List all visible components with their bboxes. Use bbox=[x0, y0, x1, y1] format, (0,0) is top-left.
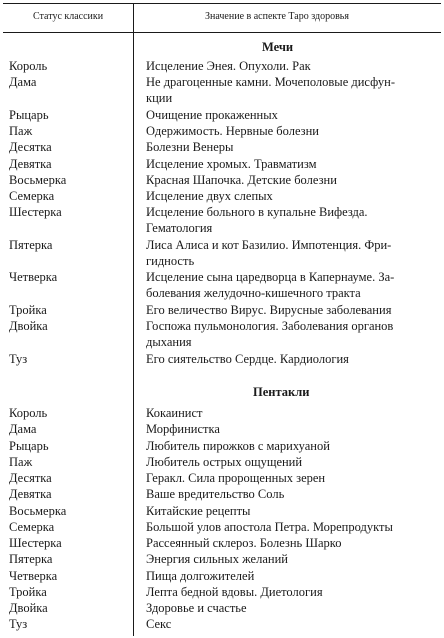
row-meaning-line: гидность bbox=[146, 253, 195, 268]
row-meaning bbox=[146, 139, 436, 155]
row-name: Двойка bbox=[9, 319, 48, 333]
row-name: Восьмерка bbox=[9, 503, 67, 518]
row-meaning-line: Красная Шапочка. Детские болезни bbox=[146, 172, 337, 187]
row-meaning-line: Исцеление хромых. Травматизм bbox=[146, 156, 317, 171]
row-meaning bbox=[146, 405, 436, 421]
section-title-pentacles: Пентакли bbox=[253, 385, 310, 399]
row-meaning bbox=[146, 107, 436, 123]
row-name: Туз bbox=[9, 351, 28, 366]
row-name: Тройка bbox=[9, 584, 47, 599]
row-meaning bbox=[146, 568, 436, 584]
row-meaning-line: Рассеянный склероз. Болезнь Шарко bbox=[146, 536, 342, 550]
row-name: Девятка bbox=[9, 487, 52, 502]
row-meaning-line: Кокаинист bbox=[146, 406, 203, 420]
row-name: Четверка bbox=[9, 568, 58, 583]
section-title-swords: Мечи bbox=[262, 40, 294, 54]
row-name: Паж bbox=[9, 124, 33, 138]
row-meaning bbox=[146, 188, 436, 204]
row-name: Рыцарь bbox=[9, 438, 49, 453]
row-meaning bbox=[146, 58, 436, 74]
row-name: Девятка bbox=[9, 156, 52, 171]
row-name: Рыцарь bbox=[9, 107, 49, 122]
row-name: Четверка bbox=[9, 270, 58, 285]
row-meaning-line: Не драгоценные камни. Мочеполовые дисфун- bbox=[146, 75, 396, 90]
row-meaning-line: Исцеление больного в купальне Вифезда. bbox=[146, 205, 368, 220]
row-meaning-line: Большой улов апостола Петра. Морепродукты bbox=[146, 519, 393, 534]
row-meaning bbox=[146, 438, 436, 454]
row-meaning-line: Ваше вредительство Соль bbox=[146, 487, 285, 502]
row-meaning bbox=[146, 74, 436, 106]
row-meaning-line: Его сиятельство Сердце. Кардиология bbox=[146, 351, 349, 366]
row-meaning bbox=[146, 584, 436, 600]
row-name: Дама bbox=[9, 75, 37, 90]
row-meaning bbox=[146, 519, 436, 535]
column-header-status: Статус классики bbox=[33, 11, 104, 22]
row-name: Шестерка bbox=[9, 205, 62, 220]
row-meaning-line: Исцеление сына царедворца в Капернауме. За- bbox=[146, 270, 395, 285]
row-meaning bbox=[146, 302, 436, 318]
row-meaning bbox=[146, 616, 436, 632]
row-meaning bbox=[146, 172, 436, 188]
row-name: Туз bbox=[9, 617, 28, 632]
row-meaning-line: Секс bbox=[146, 617, 172, 632]
row-meaning-line: болевания желудочно-кишечного тракта bbox=[146, 286, 361, 301]
row-meaning-line: дыхания bbox=[146, 335, 192, 349]
row-meaning-line: Лиса Алиса и кот Базилио. Импотенция. Фри- bbox=[146, 237, 392, 252]
row-meaning-line: Одержимость. Нервные болезни bbox=[146, 124, 319, 138]
row-meaning-line: Болезни Венеры bbox=[146, 140, 234, 155]
row-name: Восьмерка bbox=[9, 172, 67, 187]
row-name: Семерка bbox=[9, 519, 55, 534]
row-meaning-line: Геракл. Сила пророщенных зерен bbox=[146, 471, 326, 485]
row-meaning bbox=[146, 351, 436, 367]
header-rule bbox=[3, 32, 441, 33]
row-name: Дама bbox=[9, 422, 37, 437]
row-meaning-line: Очищение прокаженных bbox=[146, 107, 278, 122]
column-header-meaning: Значение в аспекте Таро здоровья bbox=[205, 11, 349, 22]
row-name: Двойка bbox=[9, 601, 48, 615]
row-meaning bbox=[146, 503, 436, 519]
row-meaning bbox=[146, 535, 436, 551]
row-name: Тройка bbox=[9, 302, 47, 317]
row-name: Десятка bbox=[9, 140, 52, 155]
row-meaning-line: Исцеление Энея. Опухоли. Рак bbox=[146, 59, 311, 73]
row-meaning bbox=[146, 318, 436, 350]
row-name: Семерка bbox=[9, 189, 55, 203]
row-name: Десятка bbox=[9, 471, 52, 485]
row-name: Шестерка bbox=[9, 536, 62, 550]
row-name: Пятерка bbox=[9, 237, 53, 252]
row-meaning-line: Энергия сильных желаний bbox=[146, 552, 288, 567]
row-meaning-line: Лепта бедной вдовы. Диетология bbox=[146, 584, 323, 599]
row-name: Король bbox=[9, 406, 48, 420]
row-meaning bbox=[146, 470, 436, 486]
row-meaning-line: Морфинистка bbox=[146, 422, 220, 437]
top-rule bbox=[3, 3, 441, 4]
row-meaning bbox=[146, 454, 436, 470]
row-meaning bbox=[146, 600, 436, 616]
row-meaning bbox=[146, 237, 436, 269]
row-meaning bbox=[146, 269, 436, 301]
row-meaning bbox=[146, 204, 436, 236]
row-meaning-line: Здоровье и счастье bbox=[146, 601, 247, 615]
row-meaning-line: кции bbox=[146, 91, 173, 106]
row-name: Паж bbox=[9, 454, 33, 469]
row-meaning bbox=[146, 551, 436, 567]
row-meaning bbox=[146, 421, 436, 437]
row-name: Пятерка bbox=[9, 552, 53, 567]
row-meaning-line: Китайские рецепты bbox=[146, 503, 251, 518]
row-meaning-line: Его величество Вирус. Вирусные заболевания bbox=[146, 302, 392, 317]
column-divider bbox=[133, 3, 134, 636]
row-meaning bbox=[146, 486, 436, 502]
row-meaning-line: Гематология bbox=[146, 221, 213, 236]
row-name: Король bbox=[9, 59, 48, 73]
row-meaning-line: Госпожа пульмонология. Заболевания органов bbox=[146, 319, 394, 333]
row-meaning bbox=[146, 156, 436, 172]
row-meaning bbox=[146, 123, 436, 139]
row-meaning-line: Любитель пирожков с марихуаной bbox=[146, 438, 330, 453]
row-meaning-line: Исцеление двух слепых bbox=[146, 189, 273, 203]
row-meaning-line: Любитель острых ощущений bbox=[146, 454, 303, 469]
row-meaning-line: Пища долгожителей bbox=[146, 568, 255, 583]
